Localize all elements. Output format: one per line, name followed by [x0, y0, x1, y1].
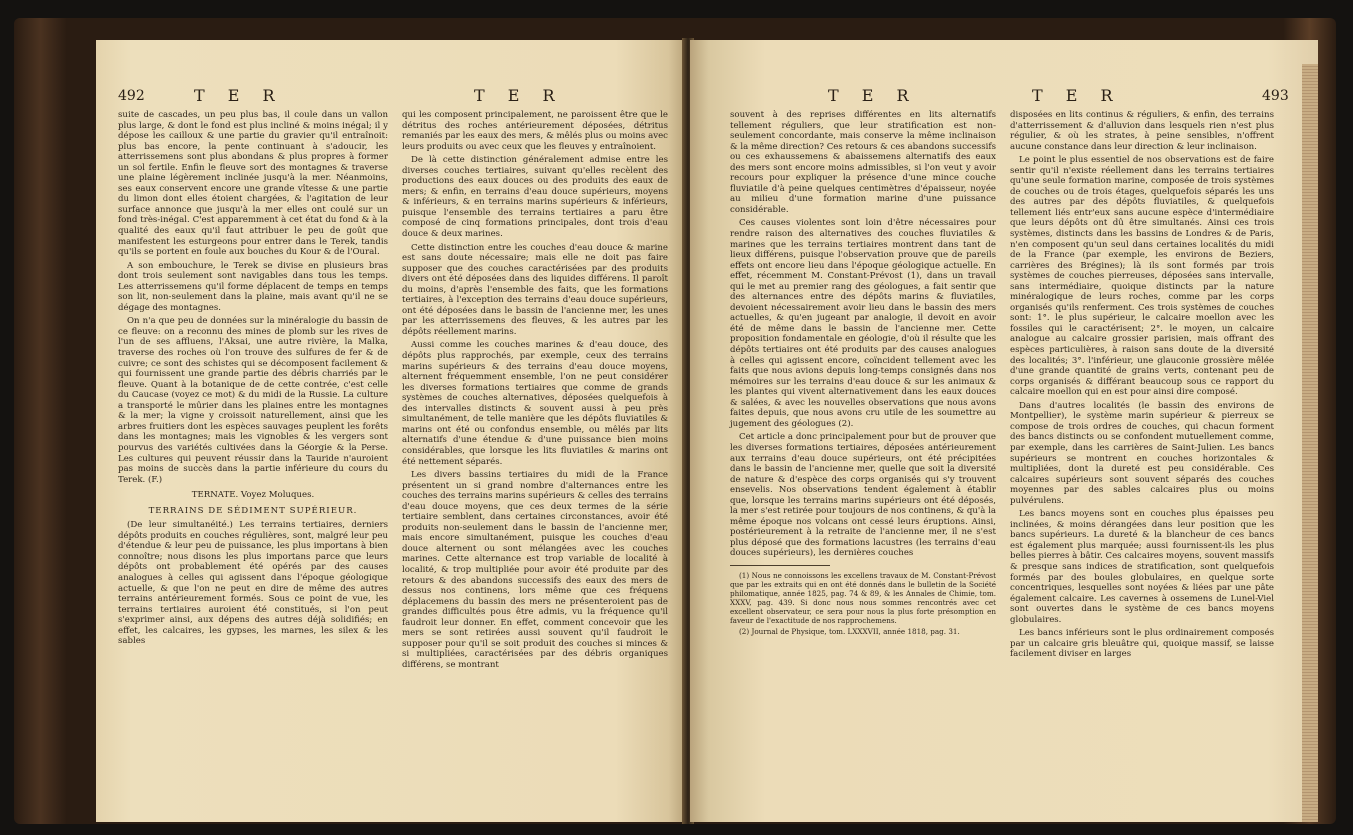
paragraph: Aussi comme les couches marines & d'eau douce, des dépôts plus rapprochés, par exemple, ceux des terrains marins supérieurs & des terrains d'eau douce moyens, alternent fréquemment ensemble, l'on ne peut considérer les diverses formations tertiaires que comme de grands systèmes de couches alternatives, déposées quelquefois à des intervalles distincts & souvent aussi à peu près simultanément, de telle manière que les dépôts fluviatiles & marins ont été ou confondus ensemble, ou mêlés par lits alternatifs d'une étendue & d'une puissance bien moins considérables, que lorsque les lits fluviatiles & marins ont été nettement séparés. [402, 340, 668, 467]
paragraph: Les bancs inférieurs sont le plus ordinairement composés par un calcaire gris bleuâtre qui, quoique massif, se laisse facilement diviser en larges [1010, 628, 1274, 660]
paragraph: Cette distinction entre les couches d'eau douce & marine est sans doute nécessaire; mais elle ne doit pas faire supposer que des couches caractérisées par des produits divers ont été déposées dans des liquides différens. Il paroît du moins, d'après l'ensemble des faits, que les formations tertiaires, à l'exception des terrains d'eau douce supérieurs, ont été déposées dans le bassin de l'ancienne mer, les unes par les atterrissemens des fleuves, & les autres par les dépôts réellement marins. [402, 242, 668, 337]
paragraph: Dans d'autres localités (le bassin des environs de Montpellier), le système marin supérieur & pierreux se compose de trois ordres de couches, qui chacun forment des bancs distincts ou se confondent mutuellement comme, par exemple, dans les carrières de Saint-Julien. Les bancs supérieurs se montrent en couches horizontales & multipliées, dont la dureté est peu considérable. Ces calcaires supérieurs sont souvent séparés des couches moyennes par des sables calcaires plus ou moins pulvérulens. [1010, 400, 1274, 506]
paragraph: souvent à des reprises différentes en lits alternatifs tellement réguliers, que leur stratification est non-seulement concordante, mais conserve la même inclinaison & la même direction? Ces retours & ces abandons successifs ou ces exhaussemens & abaissemens alternatifs des eaux des mers sont encore moins admissibles, si l'on veut y avoir recours pour expliquer la présence d'une mince couche fluviatile d'à peine quelques centimètres d'épaisseur, noyée au milieu d'une formation marine d'une puissance considérable. [730, 110, 996, 215]
cross-reference-entry: TERNATE. Voyez Moluques. [191, 490, 315, 501]
left-page-column-2 [402, 110, 668, 673]
paragraph: A son embouchure, le Terek se divise en plusieurs bras dont trois seulement sont navigables dans tous les temps. Les atterrissemens qu'il forme déplacent de temps en temps son lit, non-seulement dans la plaine, mais avant qu'il ne se dégage des montagnes. [118, 260, 388, 313]
paragraph: suite de cascades, un peu plus bas, il coule dans un vallon plus large, & dont le fond est plus incliné & moins inégal; il y dépose les cailloux & une partie du gravier qu'il entraînoit: plus bas encore, la pente continuant à s'adoucir, les atterrissemens sont plus abondans & plus propres à former un sol fertile. Enfin le fleuve sort des montagnes & traverse une plaine légèrement inclinée jusqu'à la mer. Néanmoins, ses eaux conservent encore une grande vîtesse & une partie du limon dont elles étoient chargées, & l'agitation de leur surface annonce que jusqu'à la mer elles ont coulé sur un fond très-inégal. C'est apparemment à cet état du fond & à la qualité des eaux qu'il faut attribuer le peu de goût que manifestent les esturgeons pour entrer dans le Terek, tandis qu'ils se portent en foule aux bouches du Kour & de l'Oural. [118, 110, 388, 258]
right-page [690, 40, 1318, 822]
paragraph: Les bancs moyens sont en couches plus épaisses peu inclinées, & moins dérangées dans leur position que les bancs supérieurs. La dureté & la blancheur de ces bancs est également plus marquée; aussi fournissent-ils les plus belles pierres à bâtir. Ces calcaires moyens, souvent massifs & presque sans indices de stratification, sont quelquefois formés par des boules globulaires, en quelque sorte concentriques, lesquelles sont noyées & liées par une pâte également calcaire. Les cavernes à ossemens de Lunel-Viel sont ouvertes dans le système de ces bancs moyens globulaires. [1010, 509, 1274, 625]
footnote: (1) Nous ne connoissons les excellens travaux de M. Constant-Prévost que par les extraits qui en ont été donnés dans le bulletin de la Société philomatique, année 1825, pag. 74 & 89, & les Annales de Chimie, tom. XXXV, pag. 439. Si donc nous nous sommes rencontrés avec cet excellent observateur, ce sera pour nous la plus forte présomption en faveur de l'exactitude de nos rapprochemens. [730, 570, 996, 625]
right-page-column-1 [730, 110, 996, 638]
paragraph: On n'a que peu de données sur la minéralogie du bassin de ce fleuve: on a reconnu des mines de plomb sur les rives de l'un de ses affluens, l'Aksai, une autre rivière, la Malka, traverse des roches où l'on trouve des sulfures de fer & de cuivre; ce sont des schistes qui se décomposent facilement & qui fournissent une grande partie des débris charriés par le fleuve. Quant à la botanique de de cette contrée, c'est celle du Caucase (voyez ce mot) & du midi de la Russie. La culture a transporté le mûrier dans les plaines entre les montagnes & la mer; la vigne y croissoit naturellement, ainsi que les arbres fruitiers dont les espèces sauvages peuplent les forêts dans les montagnes; mais les vignobles & les vergers sont pourvus des variétés cultivées dans la Géorgie & la Perse. Les cultures qui peuvent réussir dans la Tauride n'auroient pas moins de succès dans la partie inférieure du cours du Terek. (F.) [118, 316, 388, 485]
footnote: (2) Journal de Physique, tom. LXXXVII, année 1818, pag. 31. [739, 626, 960, 636]
paragraph: Cet article a donc principalement pour but de prouver que les diverses formations tertiaires, déposées antérieurement aux terrains d'eau douce supérieurs, ont été précipitées dans le bassin de l'ancienne mer, quelle que soit la diversité de nature & d'espèce des corps organisés qui s'y trouvent ensevelis. Nos observations tendent également à établir que, lorsque les terrains marins supérieurs ont été déposés, la mer s'est retirée pour toujours de nos continens, & qu'à la même époque nos volcans ont cessé leurs éruptions. Ainsi, postérieurement à la retraite de l'ancienne mer, il ne s'est plus déposé que des formations lacustres (les terrains d'eau douces supérieurs), les dernières couches [730, 432, 996, 559]
paragraph: disposées en lits continus & réguliers, & enfin, des terrains d'atterrissement & d'alluvion dans lesquels rien n'est plus régulier, & où les strates, à peine sensibles, n'offrent aucune constance dans leur direction & leur inclinaison. [1010, 110, 1274, 152]
paragraph: qui les composent principalement, ne paroissent être que le détritus des roches antérieurement déposées, détritus remaniés par les eaux des mers, & mêlés plus ou moins avec leurs produits ou avec ceux que les fleuves y entraînoient. [402, 110, 668, 152]
open-book [14, 18, 1336, 824]
page-fore-edge [1302, 64, 1318, 822]
running-head-right-1: T E R [828, 86, 918, 105]
left-page-column-1 [118, 110, 388, 650]
running-head-left-1: T E R [194, 86, 284, 105]
page-number-right: 493 [1262, 88, 1289, 104]
left-page [96, 40, 686, 822]
paragraph: (De leur simultanéité.) Les terrains tertiaires, derniers dépôts produits en couches régulières, sont, malgré leur peu d'étendue & leur peu de puissance, les plus importans à bien connoître; nous disons les plus importans parce que leurs dépôts ont probablement été opérés par des causes analogues à celles qui agissent dans l'époque géologique actuelle, & que l'on ne peut en dire de même des autres terrains antérieurement formés. Sous ce point de vue, les terrains tertiaires auroient été constitués, si l'on peut s'exprimer ainsi, aux dépens des autres déjà solidifiés; en effet, les calcaires, les gypses, les marnes, les silex & les sables [118, 520, 388, 647]
page-number-left: 492 [118, 88, 145, 104]
running-head-left-2: T E R [474, 86, 564, 105]
section-title: TERRAINS DE SÉDIMENT SUPÉRIEUR. [148, 505, 358, 516]
footnote-rule [730, 565, 830, 566]
running-head-right-2: T E R [1032, 86, 1122, 105]
paragraph: Ces causes violentes sont loin d'être nécessaires pour rendre raison des alternatives des couches fluviatiles & marines que les terrains tertiaires montrent dans tant de lieux différens, puisque l'observation prouve que de pareils effets ont encore lieu dans l'époque géologique actuelle. En effet, récemment M. Constant-Prévost (1), dans un travail qui le met au premier rang des géologues, a fait sentir que des alternances entre des dépôts marins & fluviatiles, devoient nécessairement avoir lieu dans le bassin des mers actuelles, & qu'en jugeant par analogie, il devoit en avoir été de même dans le bassin de l'ancienne mer. Cette proposition fondamentale en géologie, d'où il résulte que les dépôts tertiaires ont été produits par des causes analogues à celles qui agissent encore, coïncident tellement avec les faits que nous avions depuis long-temps consignés dans nos mémoires sur les terrains d'eau douce & sur les animaux & les plantes qui vivent alternativement dans les eaux douces & salées, & avec les nouvelles observations que nous avons faites depuis, que nous avons cru utile de les soumettre au jugement des géologues (2). [730, 218, 996, 429]
footnotes [730, 571, 996, 636]
paragraph: Les divers bassins tertiaires du midi de la France présentent un si grand nombre d'alternances entre les couches des terrains marins supérieurs & celles des terrains d'eau douce moyens, que ces deux termes de la série tertiaire semblent, dans certaines circonstances, avoir été produits non-seulement dans le bassin de l'ancienne mer, mais encore simultanément, puisque les couches d'eau douce alternent ou sont mélangées avec les couches marines. Cette alternance est trop variable de localité à localité, & trop multipliée pour avoir été produite par des retours & des abandons successifs des eaux des mers de dessus nos continens, lors même que ces fréquens déplacemens du bassin des mers ne présenteroient pas de grandes difficultés pous être admis, vu la fréquence qu'il faudroit leur donner. En effet, comment concevoir que les mers se sont retirées aussi souvent qu'il faudroit le supposer pour qu'il se soit produit des couches si minces & si multipliées, caractérisées par des débris organiques différens, se montrant [402, 470, 668, 670]
paragraph: Le point le plus essentiel de nos observations est de faire sentir qu'il n'existe réellement dans les terrains tertiaires qu'une seule formation marine, composée de trois systèmes de couches ou de trois étages, quelquefois séparés les uns des autres par des dépôts fluviatiles, & quelquefois tellement liés entr'eux sans aucune espèce d'intermédiaire que leurs dépôts ont dû être simultanés. Ainsi ces trois systèmes, distincts dans les bassins de Londres & de Paris, n'en composent qu'un seul dans certaines localités du midi de la France (par exemple, les environs de Beziers, carrières des Brégines); là ils sont formés par trois systèmes de couches pierreuses, déposées sans intervalle, sans intermédiaire, quoique distincts par la nature minéralogique de leurs roches, comme par les corps organisés qu'ils renferment. Ces trois systèmes de couches sont: 1°. le plus supérieur, le calcaire moellon avec les fossiles qui le caractérisent; 2°. le moyen, un calcaire analogue au calcaire grossier parisien, mais offrant des espèces particulières, à raison sans doute de la diversité des localités; 3°. l'inférieur, une glauconie grossière mêlée d'une grande quantité de grains verts, contenant peu de corps organisés & différant beaucoup sous ce rapport du calcaire moellon qui en est pour ainsi dire composé. [1010, 155, 1274, 398]
right-page-column-2 [1010, 110, 1274, 663]
paragraph: De là cette distinction généralement admise entre les diverses couches tertiaires, suivant qu'elles recèlent des productions des eaux douces ou des produits des eaux de mers; & enfin, en terrains d'eau douce supérieurs, moyens & inférieurs, & en terrains marins supérieurs & inférieurs, puisque l'ensemble des terrains tertiaires a paru être composé de cinq formations principales, dont trois d'eau douce & deux marines. [402, 155, 668, 240]
